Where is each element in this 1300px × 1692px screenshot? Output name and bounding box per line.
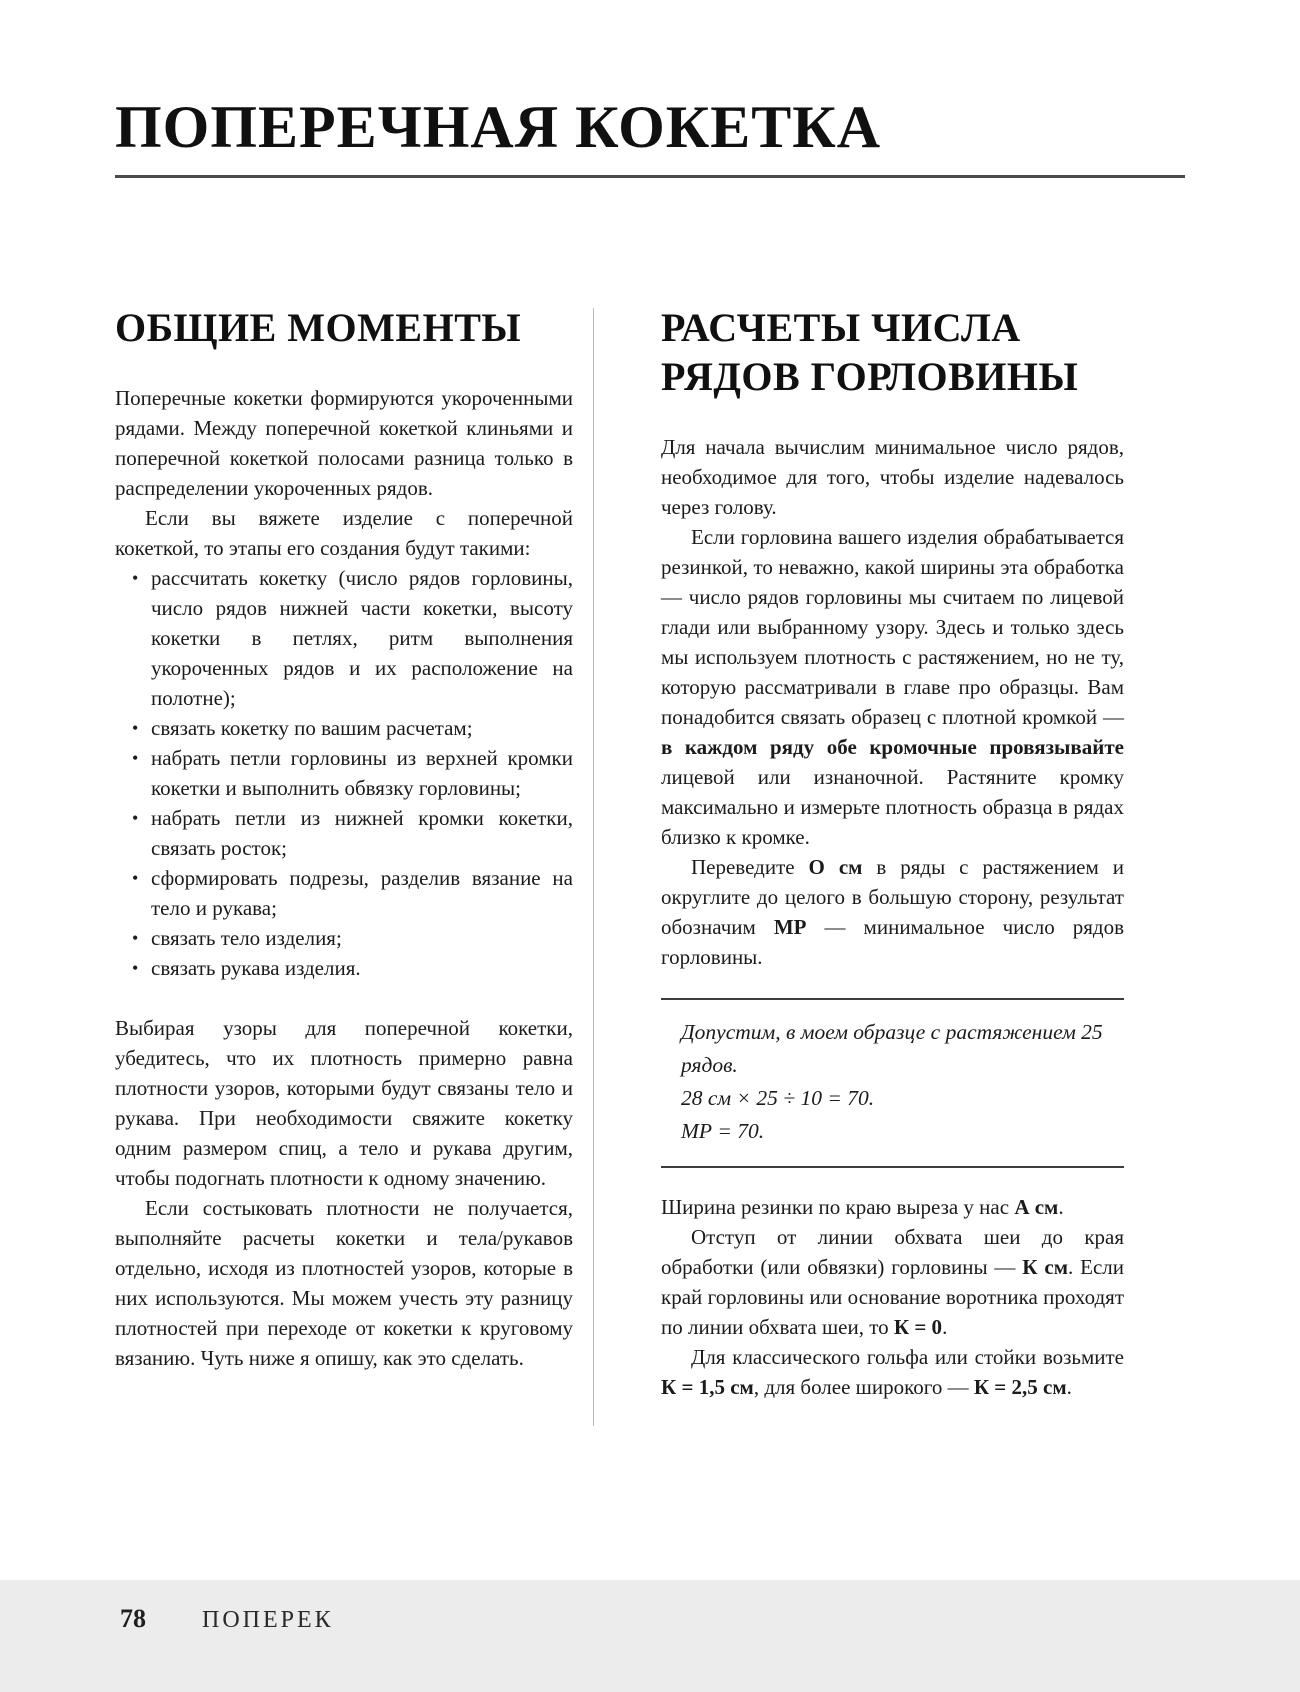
right-paragraph-3 <box>661 852 1124 972</box>
bullet-icon: • <box>132 807 139 828</box>
bullet-item <box>115 803 573 863</box>
text-segment: лицевой или изнаночной. Растяните кромку максимально и измерьте плотность образца в рядах близко к кромке. <box>661 764 1124 849</box>
left-paragraph-3: Выбирая узоры для поперечной кокетки, убедитесь, что их плотность примерно равна плотности узоров, которыми будут связаны тело и рукава. При необходимости свяжите кокетку одним размером спиц, а тело и рукава другим, чтобы подогнать плотности к одному значению. <box>115 1015 573 1190</box>
example-block <box>661 998 1124 1168</box>
text-segment: . <box>942 1314 948 1339</box>
two-column-layout <box>115 304 1185 1402</box>
right-column-heading <box>661 304 1124 402</box>
bullet-icon: • <box>132 747 139 768</box>
heading-line-1: РАСЧЕТЫ ЧИСЛА <box>661 305 1021 350</box>
left-column-heading: ОБЩИЕ МОМЕНТЫ <box>115 305 522 350</box>
text-segment: Для классического гольфа или стойки возьмите <box>691 1344 1124 1369</box>
bold-segment: К см <box>1022 1254 1069 1279</box>
bullet-text: сформировать подрезы, разделив вязание на тело и рукава; <box>151 865 573 920</box>
running-head: ПОПЕРЕК <box>202 1607 334 1633</box>
right-paragraph-1: Для начала вычислим минимальное число рядов, необходимое для того, чтобы изделие надевалось через голову. <box>661 434 1124 519</box>
bullet-item <box>115 953 573 983</box>
example-line: 28 см × 25 ÷ 10 = 70. <box>681 1085 875 1110</box>
left-column <box>115 304 573 1402</box>
bullet-item <box>115 713 573 743</box>
right-paragraph-6 <box>661 1342 1124 1402</box>
left-paragraph-1: Поперечные кокетки формируются укороченными рядами. Между поперечной кокеткой клиньями и поперечной кокеткой полосами разница только в распределении укороченных рядов. <box>115 385 573 500</box>
bullet-icon: • <box>132 927 139 948</box>
bullet-item <box>115 743 573 803</box>
example-line: Допустим, в моем образце с растяжением 25 рядов. <box>681 1019 1103 1077</box>
column-divider <box>593 308 594 1426</box>
title-rule <box>115 175 1185 178</box>
right-paragraph-2 <box>661 522 1124 852</box>
heading-line-2: РЯДОВ ГОРЛОВИНЫ <box>661 353 1079 399</box>
right-column <box>661 304 1124 1402</box>
right-paragraph-5 <box>661 1222 1124 1342</box>
bullet-text: связать кокетку по вашим расчетам; <box>151 715 473 740</box>
bold-segment: К = 0 <box>893 1314 943 1339</box>
bullet-text: набрать петли горловины из верхней кромки кокетки и выполнить обвязку горловины; <box>151 745 573 800</box>
bullet-item <box>115 563 573 713</box>
bullet-text: набрать петли из нижней кромки кокетки, связать росток; <box>151 805 573 860</box>
bold-segment: А см <box>1014 1194 1059 1219</box>
text-segment: — минимальное число рядов горловины. <box>661 914 1124 969</box>
text-segment: . Если край горловины или основание воротника проходят по линии обхвата шеи, то <box>661 1254 1124 1339</box>
bullet-text: связать тело изделия; <box>151 925 342 950</box>
bullet-icon: • <box>132 957 139 978</box>
text-segment: в ряды с растяжением и округлите до целого в большую сторону, результат обозначим <box>661 854 1124 939</box>
text-segment: Переведите <box>691 854 809 879</box>
left-paragraph-2: Если вы вяжете изделие с поперечной кокеткой, то этапы его создания будут такими: <box>115 505 573 560</box>
bullet-icon: • <box>132 567 139 588</box>
bullet-icon: • <box>132 867 139 888</box>
text-segment: . <box>1066 1374 1072 1399</box>
bold-segment: МР <box>773 914 807 939</box>
bullet-text: рассчитать кокетку (число рядов горловины, число рядов нижней части кокетки, высоту кокетки в петлях, ритм выполнения укороченных рядов и их расположение на полотне); <box>151 565 573 710</box>
bullet-item <box>115 863 573 923</box>
text-segment: Отступ от линии обхвата шеи до края обработки (или обвязки) горловины — <box>661 1224 1124 1279</box>
text-segment: . <box>1058 1194 1064 1219</box>
bold-segment: К = 2,5 см <box>973 1374 1067 1399</box>
bold-segment: в каждом ряду обе кромочные провязывайте <box>661 734 1124 759</box>
right-paragraph-4 <box>661 1192 1124 1222</box>
bullet-icon: • <box>132 717 139 738</box>
text-segment: Ширина резинки по краю выреза у нас <box>661 1194 1015 1219</box>
bullet-list <box>115 563 573 983</box>
bullet-item <box>115 923 573 953</box>
page-title: ПОПЕРЕЧНАЯ КОКЕТКА <box>115 94 882 160</box>
bold-segment: К = 1,5 см <box>661 1374 754 1399</box>
footer-bar <box>0 1580 1300 1692</box>
bold-segment: О см <box>808 854 863 879</box>
text-segment: , для более широкого — <box>753 1374 974 1399</box>
left-paragraph-4: Если состыковать плотности не получается, выполняйте расчеты кокетки и тела/рукавов отдельно, исходя из плотностей узоров, которые в них используются. Мы можем учесть эту разницу плотностей при переходе от кокетки к круговому вязанию. Чуть ниже я опишу, как это сделать. <box>115 1195 573 1370</box>
page-number: 78 <box>120 1604 146 1633</box>
text-segment: Если горловина вашего изделия обрабатывается резинкой, то неважно, какой ширины эта обработка — число рядов горловины мы считаем по лицевой глади или выбранному узору. Здесь и только здесь мы используем плотность с растяжением, но не ту, которую рассматривали в главе про образцы. Вам понадобится связать образец с плотной кромкой — <box>661 524 1124 729</box>
bullet-text: связать рукава изделия. <box>151 955 361 980</box>
example-line: МР = 70. <box>681 1118 765 1143</box>
